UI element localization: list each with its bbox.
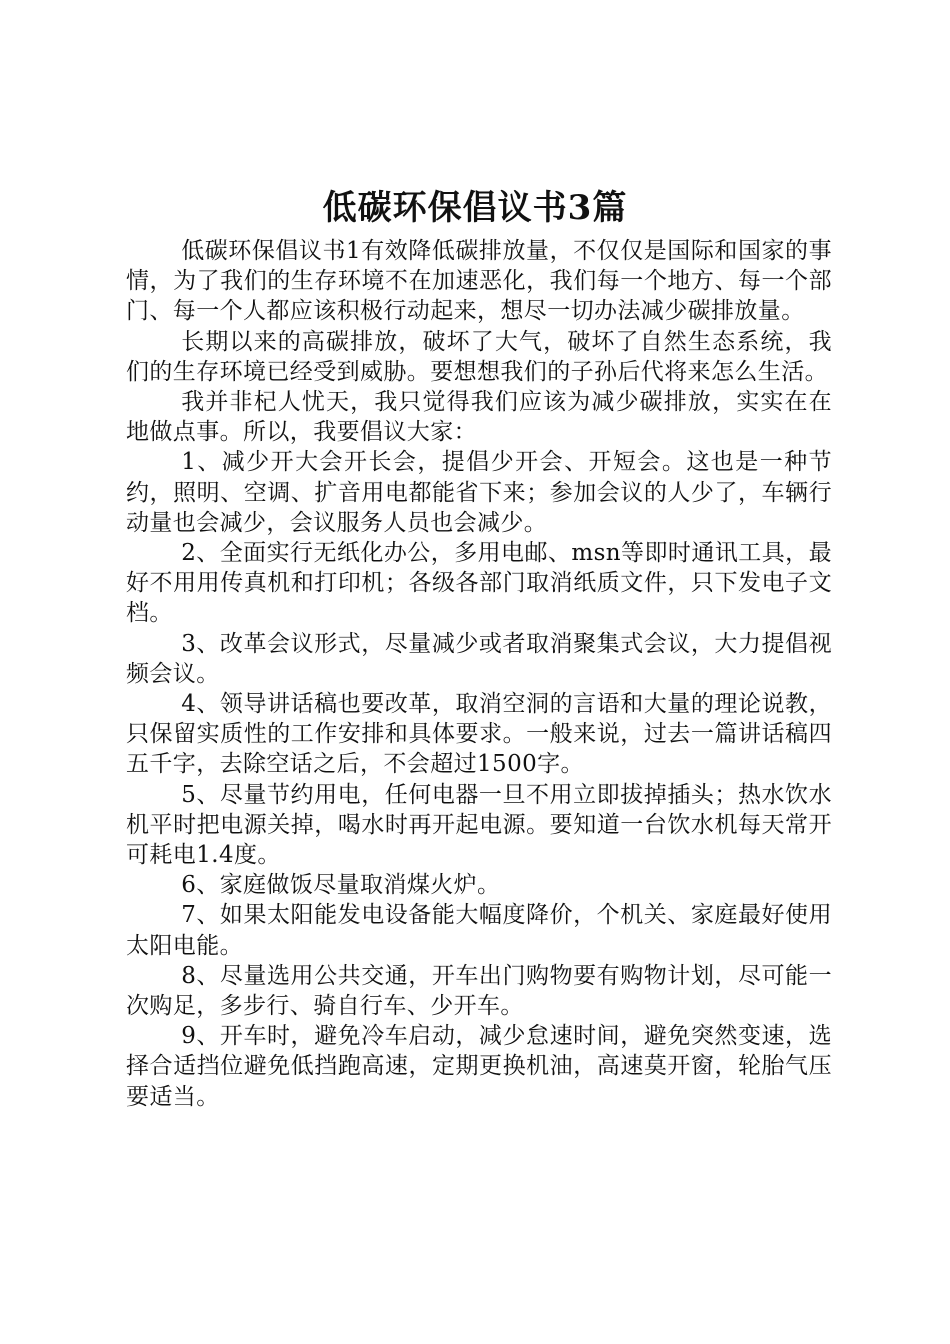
paragraph-intro: 低碳环保倡议书1有效降低碳排放量，不仅仅是国际和国家的事情，为了我们的生存环境不在加速恶化，我们每一个地方、每一个部门、每一个人都应该积极行动起来，想尽一切办法减少碳排放量。 — [126, 238, 832, 325]
paragraph-item-4: 4、领导讲话稿也要改革，取消空洞的言语和大量的理论说教，只保留实质性的工作安排和具体要求。一般来说，过去一篇讲话稿四五千字，去除空话之后，不会超过1500字。 — [126, 691, 832, 778]
paragraph-call: 我并非杞人忧天，我只觉得我们应该为减少碳排放，实实在在地做点事。所以，我要倡议大家： — [126, 389, 832, 446]
paragraph-item-7: 7、如果太阳能发电设备能大幅度降价，个机关、家庭最好使用太阳电能。 — [126, 902, 832, 959]
paragraph-item-3: 3、改革会议形式，尽量减少或者取消聚集式会议，大力提倡视频会议。 — [126, 630, 832, 687]
paragraph-item-9: 9、开车时，避免冷车启动，减少怠速时间，避免突然变速，选择合适挡位避免低挡跑高速，定期更换机油，高速莫开窗，轮胎气压要适当。 — [126, 1023, 832, 1110]
document-body — [126, 236, 832, 1112]
paragraph-item-6: 6、家庭做饭尽量取消煤火炉。 — [181, 872, 501, 899]
paragraph-item-1: 1、减少开大会开长会，提倡少开会、开短会。这也是一种节约，照明、空调、扩音用电都能省下来；参加会议的人少了，车辆行动量也会减少，会议服务人员也会减少。 — [126, 449, 832, 536]
paragraph-item-2: 2、全面实行无纸化办公，多用电邮、msn等即时通讯工具，最好不用用传真机和打印机；各级各部门取消纸质文件，只下发电子文档。 — [126, 540, 832, 627]
document-title: 低碳环保倡议书3篇 — [322, 188, 628, 228]
paragraph-background: 长期以来的高碳排放，破坏了大气，破坏了自然生态系统，我们的生存环境已经受到威胁。要想想我们的子孙后代将来怎么生活。 — [126, 328, 832, 385]
paragraph-item-8: 8、尽量选用公共交通，开车出门购物要有购物计划，尽可能一次购足，多步行、骑自行车、少开车。 — [126, 962, 832, 1020]
paragraph-item-5: 5、尽量节约用电，任何电器一旦不用立即拔掉插头；热水饮水机平时把电源关掉，喝水时再开起电源。要知道一台饮水机每天常开可耗电1.4度。 — [126, 781, 832, 869]
